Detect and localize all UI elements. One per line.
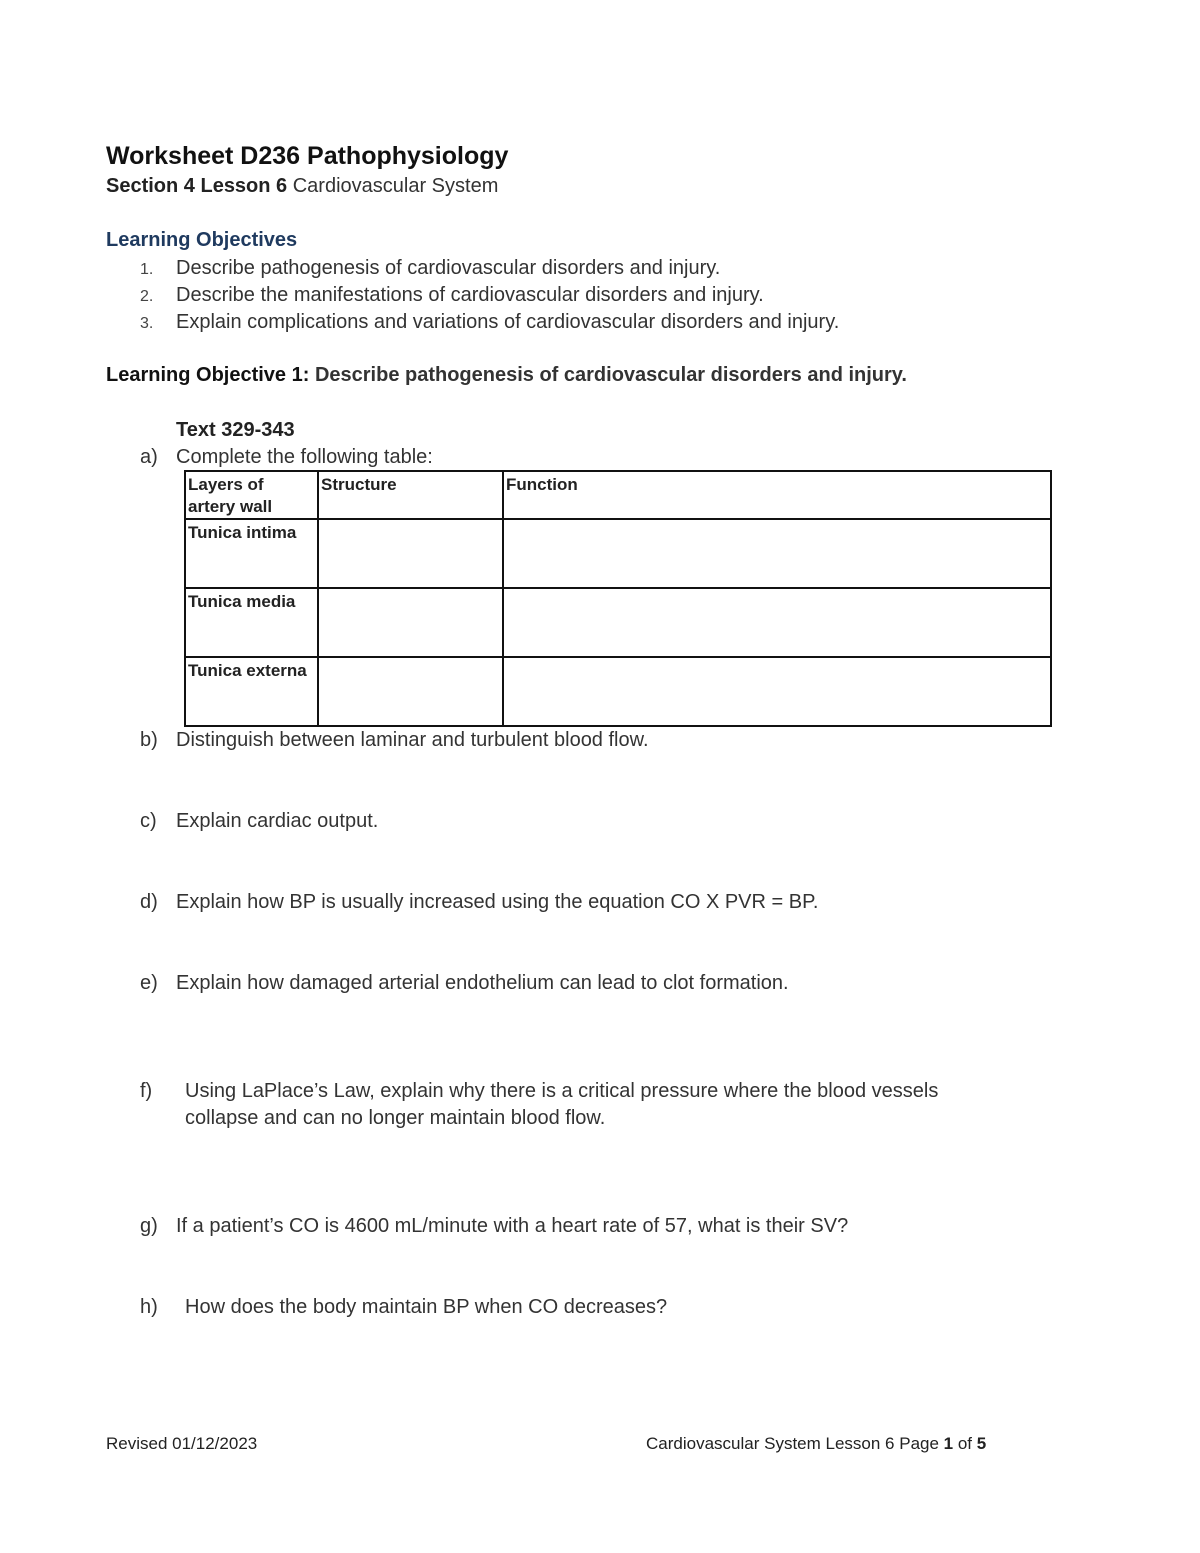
objective-number: 1. <box>140 261 154 278</box>
objective-number: 2. <box>140 288 154 305</box>
table-row <box>185 588 1051 657</box>
footer-of-label: of <box>953 1434 977 1453</box>
learning-objectives-heading: Learning Objectives <box>106 229 298 251</box>
question-letter: a) <box>140 446 158 468</box>
footer-page-total: 5 <box>976 1434 987 1453</box>
objective-text: Describe pathogenesis of cardiovascular disorders and injury. <box>176 257 721 279</box>
question-text: Complete the following table: <box>176 446 433 468</box>
table-cell-structure[interactable] <box>318 657 503 726</box>
table-cell-layer: Tunica externa <box>185 657 318 726</box>
footer-revision-date: Revised 01/12/2023 <box>106 1434 258 1453</box>
objective-text: Explain complications and variations of cardiovascular disorders and injury. <box>176 311 840 333</box>
subtitle-topic: Cardiovascular System <box>287 175 499 197</box>
question-text: How does the body maintain BP when CO decreases? <box>185 1296 668 1318</box>
table-header-cell: Structure <box>318 471 503 519</box>
document-subtitle <box>106 175 498 198</box>
table-cell-function[interactable] <box>503 519 1051 588</box>
question-letter: b) <box>140 729 158 751</box>
objective-1-text: Describe pathogenesis of cardiovascular disorders and injury. <box>309 364 907 386</box>
footer-page-number: 1 <box>943 1434 954 1453</box>
objective-1-heading <box>106 364 907 387</box>
document-title: Worksheet D236 Pathophysiology <box>106 142 509 170</box>
subtitle-section: Section 4 Lesson 6 <box>106 175 288 197</box>
question-text: Distinguish between laminar and turbulent blood flow. <box>176 729 649 751</box>
question-text: Explain cardiac output. <box>176 810 379 832</box>
table-header-cell: Function <box>503 471 1051 519</box>
question-letter: g) <box>140 1215 158 1237</box>
table-header-cell: Layers of artery wall <box>185 471 318 519</box>
question-letter: f) <box>140 1080 153 1102</box>
footer-page-prefix: Cardiovascular System Lesson 6 Page <box>646 1434 944 1453</box>
table-cell-layer: Tunica intima <box>185 519 318 588</box>
question-text: Explain how BP is usually increased using the equation CO X PVR = BP. <box>176 891 819 913</box>
objective-number: 3. <box>140 315 154 332</box>
footer-page-info <box>646 1434 986 1454</box>
table-cell-structure[interactable] <box>318 519 503 588</box>
question-letter: c) <box>140 810 157 832</box>
table-header-row <box>185 471 1051 519</box>
question-text: Explain how damaged arterial endothelium can lead to clot formation. <box>176 972 789 994</box>
table-cell-layer: Tunica media <box>185 588 318 657</box>
table-cell-function[interactable] <box>503 588 1051 657</box>
question-text: If a patient’s CO is 4600 mL/minute with a heart rate of 57, what is their SV? <box>176 1215 849 1237</box>
table-row <box>185 657 1051 726</box>
artery-layers-table <box>184 470 1052 727</box>
objective-text: Describe the manifestations of cardiovascular disorders and injury. <box>176 284 764 306</box>
objective-1-label: Learning Objective 1: <box>106 364 310 386</box>
text-reference: Text 329-343 <box>176 419 295 441</box>
question-letter: h) <box>140 1296 158 1318</box>
question-letter: e) <box>140 972 158 994</box>
question-letter: d) <box>140 891 158 913</box>
question-text: Using LaPlace’s Law, explain why there is a critical pressure where the blood vessels <box>185 1080 939 1102</box>
question-text-continued: collapse and can no longer maintain blood flow. <box>185 1107 606 1129</box>
table-cell-structure[interactable] <box>318 588 503 657</box>
table-row <box>185 519 1051 588</box>
table-cell-function[interactable] <box>503 657 1051 726</box>
